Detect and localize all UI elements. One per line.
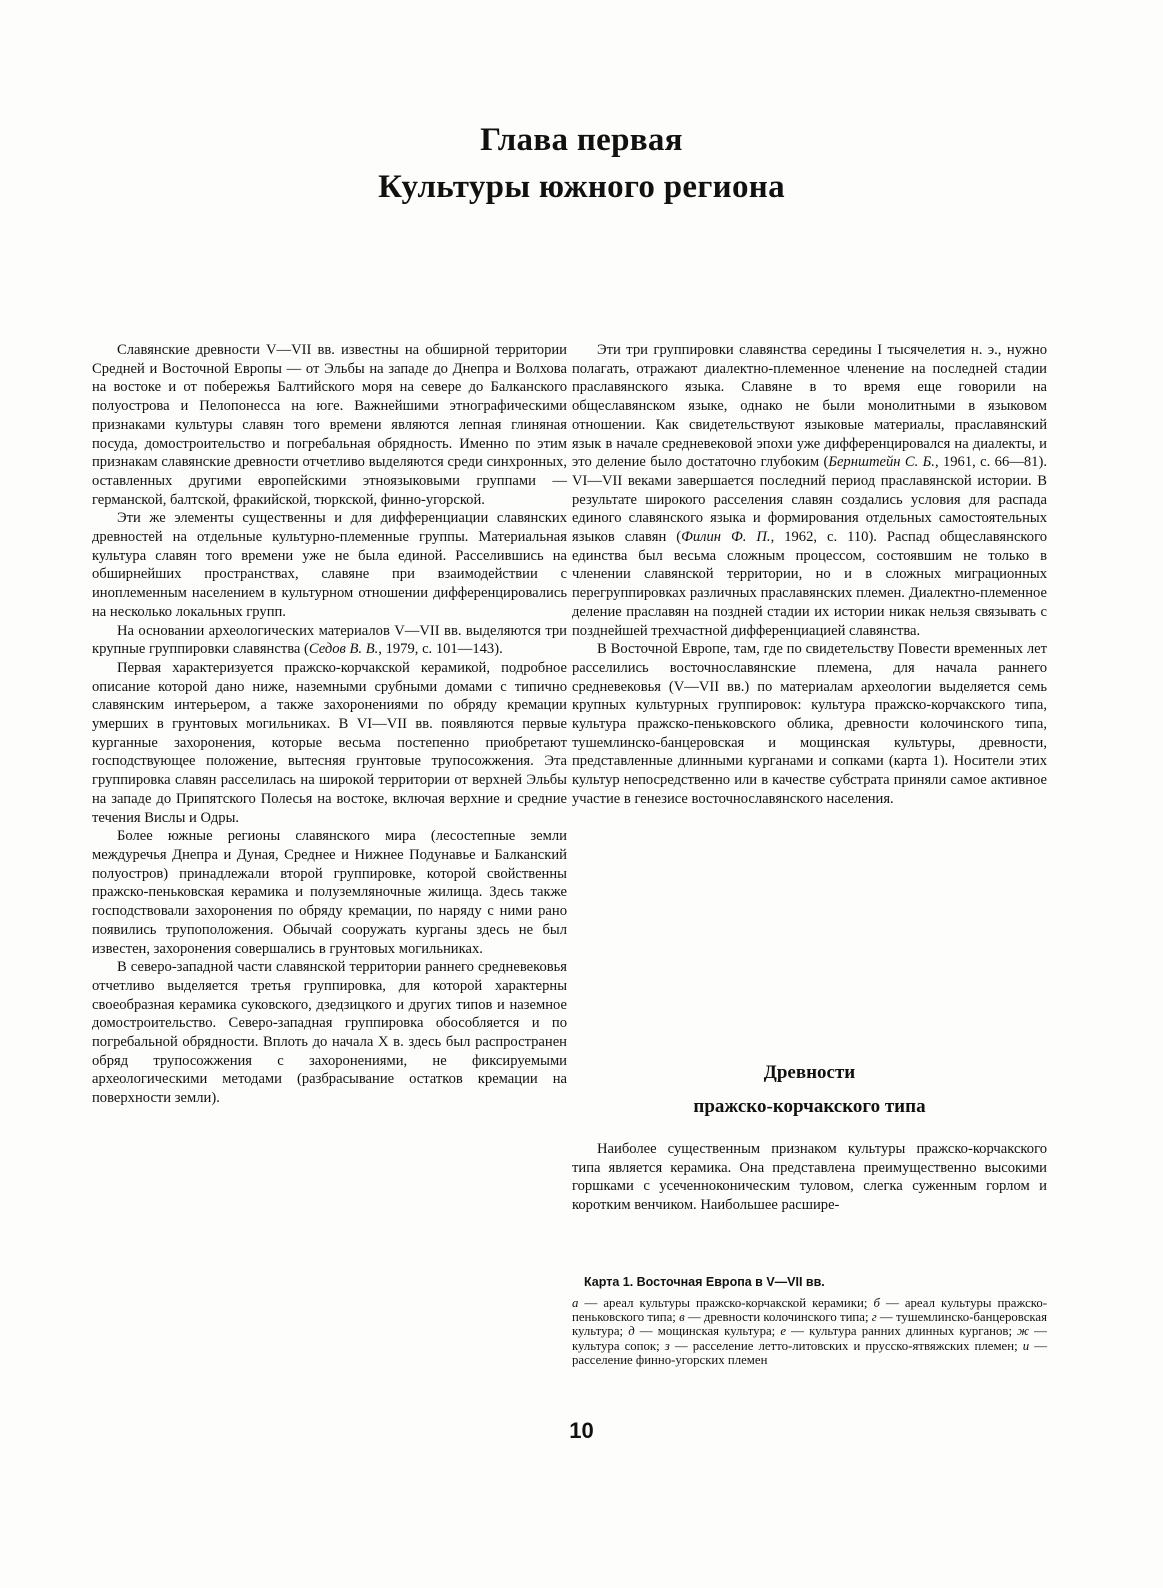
section-title: Древности xyxy=(763,1062,856,1083)
paragraph-text: Эти три группировки славянства середины I тысячелетия н. э., нужно полагать, отражают диалектно-племенное членение на последней стадии праславянского языка. Славяне в то время еще говорили на общеславянском языке, однако не были монолитными в языковом отношении. Как свидетельствуют языковые материалы, праславянский язык в начале средневековой эпохи уже дифференцировался на диалекты, и это деление было достаточно глубоким ( xyxy=(572,342,1047,471)
citation: Седов В. В. xyxy=(308,641,379,658)
paragraph: В северо-западной части славянской территории раннего средневековья отчетливо выделяется третья группировка, для которой характерны своеобразная керамика суковского, дзедзицкого и других типов и наземное домостроительство. Северо-западная группировка обособляется и по погребальной обрядности. Вплоть до начала X в. здесь был распространен обряд трупосожжения с захоронениями, не фиксируемыми археологическими методами (разбрасывание остатков кремации на поверхности земли). xyxy=(92,959,567,1107)
legend-text: — мощинская культура; xyxy=(634,1324,781,1339)
legend-text: — культура сопок; xyxy=(572,1324,1047,1353)
citation: Филин Ф. П. xyxy=(681,529,771,546)
map-caption xyxy=(572,1274,1047,1367)
legend-key: а xyxy=(572,1296,579,1310)
legend-text: — тушемлинско-банцеровская культура; xyxy=(572,1310,1047,1339)
legend-key: е xyxy=(780,1324,787,1339)
legend-text: — культура ранних длинных курганов; xyxy=(786,1324,1018,1339)
paragraph-text: , 1962, с. 110). Распад общеславянского единства был весьма сложным процессом, состоявшим не только в членении славянской территории, но и в сложных миграционных перегруппировках различных праславянских племен. Диалектно-племенное деление праславян на поздней стадии их истории никак нельзя связывать с позднейшей трехчастной дифференциацией славянства. xyxy=(572,529,1047,639)
paragraph-text: , 1961, с. 66—81). VI—VII веками завершается последний период праславянской истории. В результате широкого расселения славян создались условия для распада единого славянского языка и формирования отдельных самостоятельных языков славян ( xyxy=(572,454,1047,546)
legend-text: — расселение финно-угорских племен xyxy=(572,1338,1047,1367)
legend-key: в xyxy=(679,1310,685,1325)
paragraph: В Восточной Европе, там, где по свидетельству Повести временных лет расселились восточнославянские племена, для начала раннего средневековья (V—VII вв.) по материалам археологии выделяется семь крупных культурных группировок: культура пражско-корчакского типа, культура пражско-пеньковского облика, древности колочинского типа, тушемлинско-банцеровская и мощинская культуры, древности, представленные длинными курганами и сопками (карта 1). Носители этих культур непосредственно или в качестве субстрата приняли самое активное участие в генезисе восточнославянского населения. xyxy=(572,641,1047,807)
legend-key: и xyxy=(1022,1338,1030,1353)
paragraph: Первая характеризуется пражско-корчакской керамикой, подробное описание которой дано ниже, наземными срубными домами с типично славянским интерьером, а также захоронениями по обряду кремации умерших в грунтовых могильниках. В VI—VII вв. появляются первые курганные захоронения, которые весьма постепенно приобретают господствующее положение, вытесняя грунтовые трупосожжения. Эта группировка славян расселилась на широкой территории от верхней Эльбы на западе до Припятского Полесья на востоке, включая верхние и средние течения Вислы и Одры. xyxy=(92,659,567,826)
section-body xyxy=(572,1140,1047,1215)
legend-key: д xyxy=(628,1324,635,1339)
chapter-label: Глава первая xyxy=(480,122,683,158)
paragraph xyxy=(92,622,567,659)
paragraph: Славянские древности V—VII вв. известны на обширной территории Средней и Восточной Европы — от Эльбы на западе до Днепра и Волхова на востоке и от побережья Балтийского моря на севере до Балканского полуострова и Пелопонесса на юге. Важнейшими этнографическими признаками культуры славян того времени являются лепная глиняная посуда, домостроительство и погребальная обрядность. Именно по этим признакам славянские древности отчетливо выделяются среди синхронных, оставленных другими европейскими этноязыковыми группами — германской, балтской, фракийской, тюркской, финно-угорской. xyxy=(92,342,567,508)
chapter-title: Культуры южного региона xyxy=(378,169,785,205)
legend-key: г xyxy=(871,1310,877,1325)
legend-key: б xyxy=(873,1296,880,1310)
paragraph-text: , 1979, с. 101—143). xyxy=(378,641,503,658)
paragraph: Эти же элементы существенны и для дифференциации славянских древностей на отдельные культурно-племенные группы. Материальная культура славян того времени уже не была единой. Расселившись на обширнейших пространствах, славяне при взаимодействии с иноплеменным населением в культурном отношении дифференцировались на несколько локальных групп. xyxy=(92,510,567,620)
paragraph-text: На основании археологических материалов V—VII вв. выделяются три крупные группировки славянства ( xyxy=(92,622,567,658)
right-column xyxy=(572,341,1047,809)
page-number: 10 xyxy=(569,1418,594,1443)
paragraph: Более южные регионы славянского мира (лесостепные земли междуречья Днепра и Дуная, Среднее и Нижнее Подунавье и Балканский полуостров) принадлежали второй группировке, которой свойственны пражско-пеньковская керамика и полуземляночные жилища. Здесь также господствовали захоронения по обряду кремации, по наряду с ними рано появились трупоположения. Обычай сооружать курганы здесь не был известен, захоронения совершались в грунтовых могильниках. xyxy=(92,828,567,957)
section-subtitle: пражско-корчакского типа xyxy=(693,1096,926,1117)
left-column xyxy=(92,341,567,1108)
legend-key: з xyxy=(664,1338,670,1353)
legend-text: — древности колочинского типа; xyxy=(684,1310,872,1325)
paragraph: Наиболее существенным признаком культуры пражско-корчакского типа является керамика. Она представлена преимущественно высокими горшками с усеченноконическим туловом, слегка суженным горлом и коротким венчиком. Наибольшее расшире- xyxy=(572,1141,1047,1214)
legend-text: — ареал культуры пражско-корчакской керамики; xyxy=(578,1296,874,1310)
map-caption-title: Карта 1. Восточная Европа в V—VII вв. xyxy=(584,1275,825,1289)
map-caption-legend xyxy=(572,1296,1047,1367)
citation: Бернштейн С. Б. xyxy=(828,454,935,471)
legend-key: ж xyxy=(1017,1324,1030,1339)
legend-text: — ареал культуры пражско-пеньковского типа; xyxy=(572,1296,1047,1325)
legend-text: — расселение летто-литовских и прусско-ятвяжских племен; xyxy=(669,1338,1023,1353)
paragraph xyxy=(572,341,1047,640)
